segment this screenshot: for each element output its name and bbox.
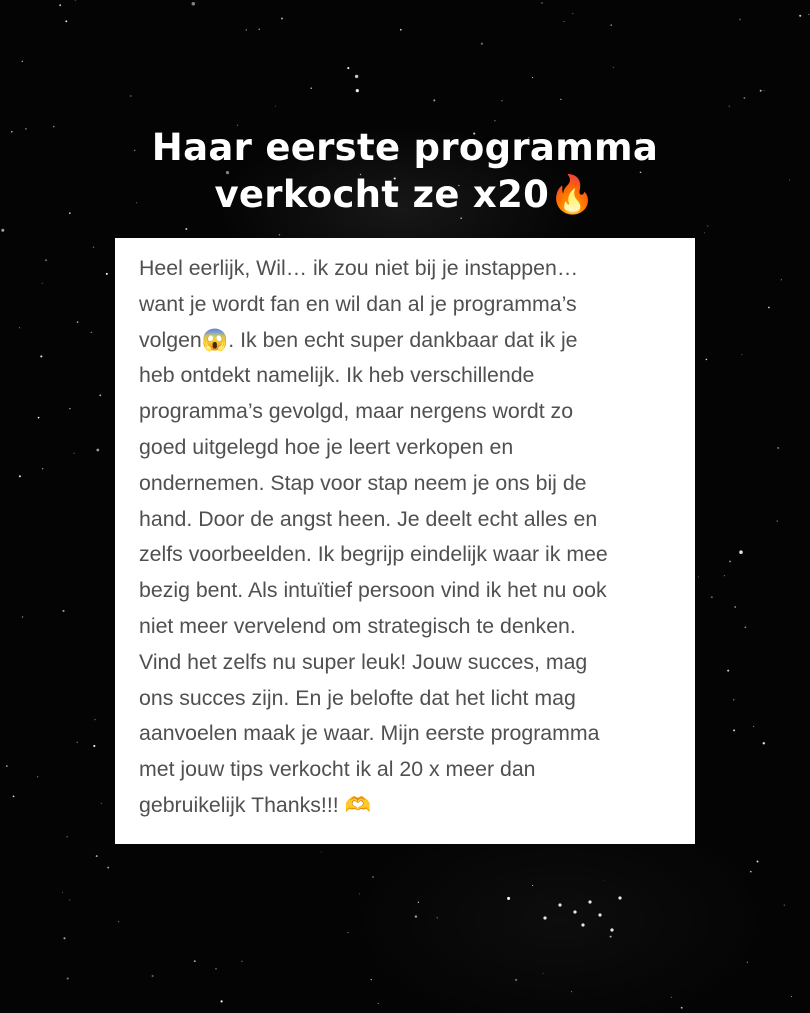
star <box>707 226 708 227</box>
star <box>74 453 75 454</box>
star <box>99 394 101 396</box>
star <box>727 670 729 672</box>
star <box>19 475 21 477</box>
star <box>610 936 612 938</box>
star <box>543 916 546 919</box>
star <box>733 729 735 731</box>
star <box>753 726 754 727</box>
star <box>610 928 613 931</box>
star <box>757 861 759 863</box>
star <box>739 550 743 554</box>
star <box>733 699 734 700</box>
star <box>6 765 8 767</box>
star <box>681 1007 683 1009</box>
star <box>192 2 196 6</box>
testimonial-line: Heel eerlijk, Wil… ik zou niet bij je instappen… <box>139 256 579 280</box>
testimonial-line: met jouw tips verkocht ik al 20 x meer dan <box>139 757 536 782</box>
star <box>729 560 731 562</box>
testimonial-line: zelfs voorbeelden. Ik begrijp eindelijk waar ik mee <box>139 542 608 567</box>
star <box>572 13 573 14</box>
star <box>275 106 276 107</box>
testimonial-line: Vind het zelfs nu super leuk! Jouw succes, mag <box>139 649 588 674</box>
testimonial-line: ondernemen. Stap voor stap neem je ons bij de <box>139 470 587 495</box>
star <box>130 95 131 96</box>
star <box>437 917 438 918</box>
testimonial-line: heb ontdekt namelijk. Ik heb verschillende <box>139 363 535 388</box>
star <box>415 915 417 917</box>
star <box>610 24 612 26</box>
star <box>378 1003 379 1004</box>
star <box>152 975 154 977</box>
star <box>598 913 601 916</box>
star <box>356 89 359 92</box>
star <box>321 851 322 852</box>
star <box>768 307 770 309</box>
star <box>784 905 785 906</box>
star <box>604 880 605 881</box>
star <box>67 836 68 837</box>
testimonial-card <box>115 238 695 844</box>
star <box>185 228 187 230</box>
testimonial-line: goed uitgelegd hoe je leert verkopen en <box>139 434 514 459</box>
star <box>69 408 70 409</box>
headline-line-2: verkocht ze x20🔥 <box>214 173 596 216</box>
star <box>711 597 712 598</box>
star <box>40 355 42 357</box>
star <box>42 283 43 284</box>
star <box>371 979 372 980</box>
star <box>743 97 745 99</box>
star <box>19 327 20 328</box>
star <box>194 960 196 962</box>
star <box>95 719 96 720</box>
star <box>541 2 543 4</box>
star <box>613 67 614 68</box>
star <box>724 575 725 576</box>
star <box>281 18 283 20</box>
star <box>781 279 782 280</box>
star <box>698 576 699 577</box>
star <box>77 321 79 323</box>
star <box>704 232 705 233</box>
star <box>433 99 435 101</box>
star <box>763 90 764 91</box>
star <box>107 867 109 869</box>
star <box>618 896 621 899</box>
testimonial-line: gebruikelijk Thanks!!! 🫶 <box>139 792 372 817</box>
star <box>63 937 65 939</box>
star <box>93 246 95 248</box>
star <box>763 742 765 744</box>
star <box>59 4 61 6</box>
star <box>671 997 672 998</box>
star <box>588 900 591 903</box>
star <box>221 1000 223 1002</box>
star <box>77 742 78 743</box>
star <box>347 932 348 933</box>
star <box>571 991 572 992</box>
star <box>22 61 23 62</box>
star <box>543 973 544 974</box>
star <box>560 99 561 100</box>
star <box>96 855 98 857</box>
star <box>118 921 119 922</box>
star <box>93 745 95 747</box>
headline-line-1: Haar eerste programma <box>151 126 659 169</box>
star <box>38 417 40 419</box>
testimonial-line: hand. Door de angst heen. Je deelt echt alles en <box>139 506 598 531</box>
star <box>734 606 736 608</box>
headline <box>0 124 810 218</box>
star <box>91 332 92 333</box>
star <box>747 962 748 963</box>
star <box>42 468 43 469</box>
star <box>96 449 99 452</box>
star <box>791 996 792 997</box>
star <box>246 29 247 30</box>
star <box>355 75 358 78</box>
testimonial-line: niet meer vervelend om strategisch te denken. <box>139 613 576 638</box>
star <box>501 100 502 101</box>
testimonial-text <box>139 251 685 824</box>
star <box>729 106 730 107</box>
star <box>372 876 374 878</box>
star <box>808 14 809 15</box>
testimonial-line: programma’s gevolgd, maar nergens wordt zo <box>139 399 574 424</box>
star <box>65 20 67 22</box>
star <box>494 120 495 121</box>
star <box>418 902 419 903</box>
star <box>69 899 70 900</box>
star <box>507 897 510 900</box>
star <box>741 354 742 355</box>
star <box>558 903 561 906</box>
star <box>400 29 402 31</box>
star <box>22 616 23 617</box>
star <box>532 77 533 78</box>
testimonial-line: ons succes zijn. En je belofte dat het licht mag <box>139 685 576 710</box>
star <box>1 229 4 232</box>
star <box>745 626 747 628</box>
star <box>706 359 708 361</box>
star <box>347 67 349 69</box>
star <box>13 796 15 798</box>
star <box>101 803 102 804</box>
star <box>760 90 762 92</box>
star <box>573 910 576 913</box>
star <box>564 21 565 22</box>
testimonial-line: volgen😱. Ik ben echt super dankbaar dat ik je <box>139 327 578 352</box>
testimonial-line: aanvoelen maak je waar. Mijn eerste programma <box>139 721 600 746</box>
star <box>37 776 38 777</box>
star <box>515 979 517 981</box>
star <box>258 29 259 30</box>
star <box>311 88 312 89</box>
star <box>739 19 741 21</box>
star <box>67 977 69 979</box>
star <box>481 43 483 45</box>
star <box>279 234 280 235</box>
star <box>750 871 752 873</box>
star <box>777 447 778 448</box>
star <box>62 610 64 612</box>
star <box>215 968 216 969</box>
star <box>106 273 108 275</box>
star <box>799 15 801 17</box>
star <box>45 259 47 261</box>
testimonial-line: want je wordt fan en wil dan al je programma’s <box>139 291 577 316</box>
testimonial-line: bezig bent. Als intuïtief persoon vind ik het nu ook <box>139 578 607 603</box>
star <box>242 961 243 962</box>
star <box>532 885 533 886</box>
star <box>62 892 63 893</box>
star <box>777 520 778 521</box>
star <box>359 893 360 894</box>
star <box>75 0 76 1</box>
star <box>581 923 584 926</box>
